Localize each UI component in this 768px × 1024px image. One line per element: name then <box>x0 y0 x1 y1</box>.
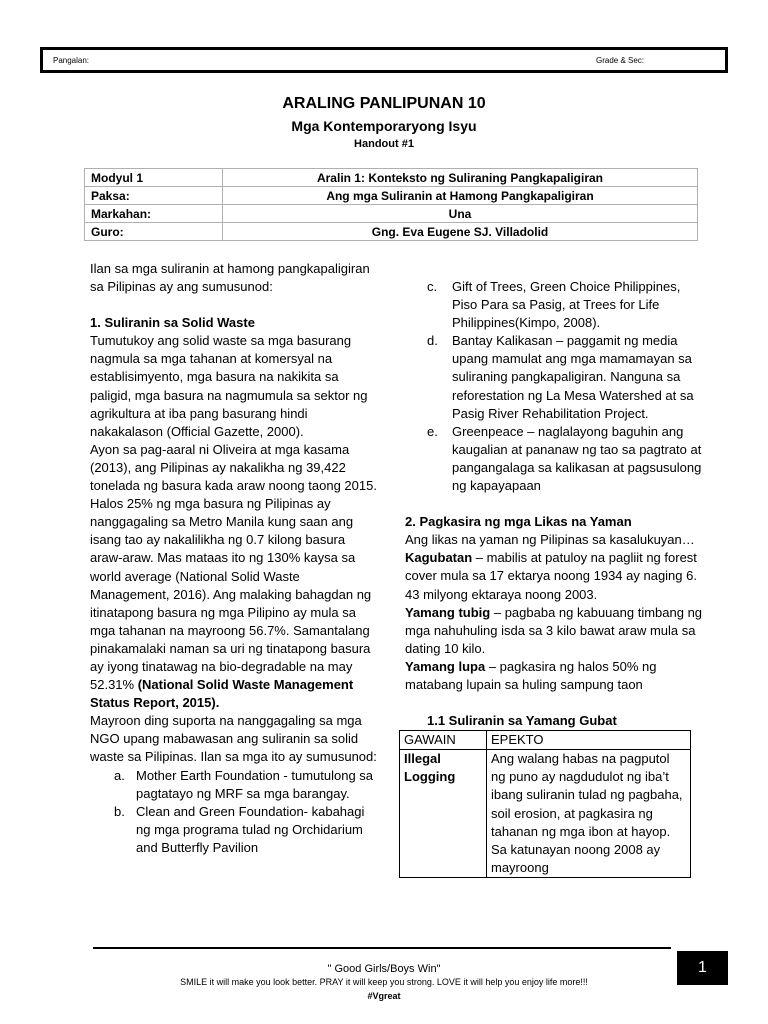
ngo-list <box>90 767 380 857</box>
term-text: – mabilis at patuloy na pagliit ng forest cover mula sa 17 ektarya noong 1934 ay naging 6. 43 milyong ektaraya noong 2003. <box>405 550 697 602</box>
paragraph <box>405 549 705 603</box>
name-grade-box <box>40 47 728 73</box>
paragraph <box>405 604 705 658</box>
info-key: Paksa: <box>85 187 223 205</box>
right-column <box>405 278 705 878</box>
footer-motto: SMILE it will make you look better. PRAY it will keep you strong. LOVE it will help you enjoy life more!!! <box>180 977 588 987</box>
list-item <box>405 332 705 422</box>
table-row <box>85 169 698 187</box>
intro-paragraph: Ilan sa mga suliranin at hamong pangkapaligiran sa Pilipinas ay ang sumusunod: <box>90 261 370 295</box>
list-item-text: Clean and Green Foundation- kabahagi ng mga programa tulad ng Orchidarium and Butterfly Pavilion <box>136 803 365 855</box>
paragraph: Mayroon ding suporta na nanggagaling sa mga NGO upang mabawasan ang suliranin sa solid waste sa Pilipinas. Ilan sa mga ito ay sumusunod: <box>90 713 377 765</box>
paragraph: Ang likas na yaman ng Pilipinas sa kasalukuyan… <box>405 532 695 548</box>
table-row <box>85 205 698 223</box>
column-header: EPEKTO <box>487 731 691 750</box>
footer-quote: " Good Girls/Boys Win" <box>327 963 441 975</box>
list-item-text: Gift of Trees, Green Choice Philippines, Piso Para sa Pasig, at Trees for Life Philippines(Kimpo, 2008). <box>452 279 681 331</box>
list-item <box>405 278 705 332</box>
info-value: Una <box>223 205 698 223</box>
term-label: Yamang tubig <box>405 604 491 620</box>
section-heading-solid-waste: 1. Suliranin sa Solid Waste <box>90 315 255 331</box>
list-item-text: Bantay Kalikasan – paggamit ng media upang mamulat ang mga mamamayan sa suliraning pangkapaligiran. Nanguna sa reforestation ng La Mesa Watershed at sa Pasig River Rehabilitation Project. <box>452 333 694 421</box>
list-marker: c. <box>427 279 438 294</box>
forest-issues-table <box>399 730 691 878</box>
list-item-text: Mother Earth Foundation - tumutulong sa pagtatayo ng MRF sa mga barangay. <box>136 767 374 801</box>
term-label: Kagubatan <box>405 550 473 566</box>
info-value: Ang mga Suliranin at Hamong Pangkapaligiran <box>223 187 698 205</box>
term-label: Yamang lupa <box>405 658 486 674</box>
table-row <box>400 750 691 878</box>
info-key: Markahan: <box>85 205 223 223</box>
table-cell: Illegal Logging <box>400 750 487 878</box>
section-heading-natural-resources: 2. Pagkasira ng mga Likas na Yaman <box>405 514 632 530</box>
list-marker: e. <box>427 423 438 439</box>
term-text: – pagkasira ng halos 50% ng matabang lupain sa huling sampung taon <box>405 658 657 692</box>
grade-section-label: Grade & Sec: <box>596 56 645 65</box>
left-column <box>90 260 380 857</box>
info-key: Guro: <box>85 223 223 241</box>
list-marker: b. <box>114 803 125 819</box>
name-label: Pangalan: <box>53 56 90 65</box>
list-marker: a. <box>114 767 125 783</box>
footer-hashtag: #Vgreat <box>367 991 401 1001</box>
module-info-table <box>84 168 698 241</box>
table-row <box>400 731 691 750</box>
info-key: Modyul 1 <box>85 169 223 187</box>
list-item <box>405 423 705 495</box>
subsection-heading: 1.1 Suliranin sa Yamang Gubat <box>427 713 617 729</box>
info-value: Gng. Eva Eugene SJ. Villadolid <box>223 223 698 241</box>
info-value: Aralin 1: Konteksto ng Suliraning Pangkapaligiran <box>223 169 698 187</box>
handout-label: Handout #1 <box>354 138 414 150</box>
document-subtitle: Mga Kontemporaryong Isyu <box>291 118 477 134</box>
list-item-text: Greenpeace – naglalayong baguhin ang kaugalian at pananaw ng tao sa pagtrato at pangangalaga sa kalikasan at pagsusulong ng kapayapaan <box>452 423 702 494</box>
table-row <box>85 187 698 205</box>
ngo-list-continued <box>405 278 705 495</box>
table-cell: Ang walang habas na pagputol ng puno ay nagdudulot ng iba’t ibang suliranin tulad ng pagbaha, soil erosion, at pagkasira ng tahanan ng mga ibon at hayop. Sa katunayan noong 2008 ay mayroong <box>487 750 691 878</box>
paragraph-text: Ayon sa pag-aaral ni Oliveira at mga kasama (2013), ang Pilipinas ay nakalikha ng 39,422 tonelada ng basura kada araw noong taong 2015. Halos 25% ng mga basura ng Pilipinas ay nanggagaling sa Metro Manila kung saan ang isang tao ay nakalilikha ng 0.7 kilong basura araw-araw. Mas mataas ito ng 130% kaysa sa world average (National Solid Waste Management, 2016). Ang malaking bahagdan ng itinatapong basura ng mga Pilipino ay mula sa mga tahanan na mayroong 56.7%. Samantalang pinakamalaki naman sa uri ng tinatapong basura ay iyong tinatawag na bio-degradable na may 52.31% <box>90 441 377 693</box>
column-header: GAWAIN <box>400 731 487 750</box>
list-item <box>90 767 380 803</box>
paragraph: Tumutukoy ang solid waste sa mga basurang nagmula sa mga tahanan at komersyal na establisimyento, mga basura na nakikita sa paligid, mga basura na nagmumula sa sektor ng agrikultura at iba pang basurang hindi nakakalason (Official Gazette, 2000). <box>90 333 368 439</box>
paragraph <box>90 441 380 712</box>
list-item <box>90 803 380 857</box>
document-title: ARALING PANLIPUNAN 10 <box>282 95 486 112</box>
citation-bold: (National Solid Waste Management Status Report, 2015). <box>90 677 354 711</box>
paragraph <box>405 658 705 694</box>
table-row <box>85 223 698 241</box>
page-number: 1 <box>677 951 728 985</box>
term-text: – pagbaba ng kabuuang timbang ng mga nahuhuling isda sa 3 kilo bawat araw mula sa dating 10 kilo. <box>405 604 703 656</box>
footer-divider <box>93 947 671 949</box>
list-marker: d. <box>427 333 438 349</box>
